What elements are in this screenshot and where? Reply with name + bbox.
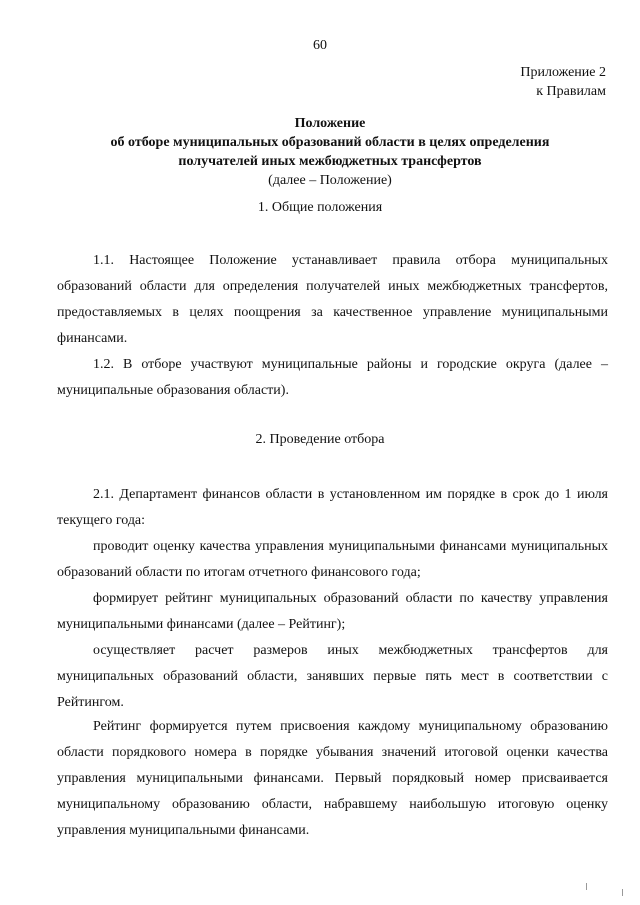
paragraph-2-1-b: формирует рейтинг муниципальных образований области по качеству управления муниципальными финансами (далее – Рейтинг);: [57, 591, 608, 632]
section-1-heading: 1. Общие положения: [257, 200, 383, 215]
paragraph-2-1-a: проводит оценку качества управления муниципальными финансами муниципальных образований области по итогам отчетного финансового года;: [57, 539, 608, 580]
paragraph-2-2: Рейтинг формируется путем присвоения каждому муниципальному образованию области порядкового номера в порядке убывания значений итоговой оценки качества управления муниципальными финансами. Первый порядковый номер присваивается муниципальному образованию области, набравшему наибольшую итоговую оценку управления муниципальными финансами.: [57, 719, 608, 838]
scan-mark: [622, 889, 623, 896]
title-line-3: получателей иных межбюджетных трансфертов: [178, 154, 482, 169]
paragraph-1-1: 1.1. Настоящее Положение устанавливает правила отбора муниципальных образований области для определения получателей иных межбюджетных трансфертов, предоставляемых в целях поощрения за качественное управление муниципальными финансами.: [57, 253, 608, 346]
scan-mark: [586, 883, 587, 890]
section-2-heading: 2. Проведение отбора: [255, 432, 385, 447]
appendix-line-1: Приложение 2: [520, 65, 606, 80]
title-line-2: об отборе муниципальных образований области в целях определения: [110, 135, 550, 150]
paragraph-2-1: 2.1. Департамент финансов области в установленном им порядке в срок до 1 июля текущего года:: [57, 487, 608, 528]
appendix-line-2: к Правилам: [536, 84, 606, 99]
title-line-1: Положение: [294, 116, 366, 131]
title-line-4: (далее – Положение): [268, 173, 392, 188]
paragraph-2-1-c: осуществляет расчет размеров иных межбюджетных трансфертов для муниципальных образований области, занявших первые пять мест в соответствии с Рейтингом.: [57, 643, 608, 710]
paragraph-1-2: 1.2. В отборе участвуют муниципальные районы и городские округа (далее – муниципальные образования области).: [57, 357, 608, 398]
appendix-reference: [520, 63, 606, 101]
page-number: 60: [313, 38, 327, 53]
document-title: [40, 114, 620, 190]
